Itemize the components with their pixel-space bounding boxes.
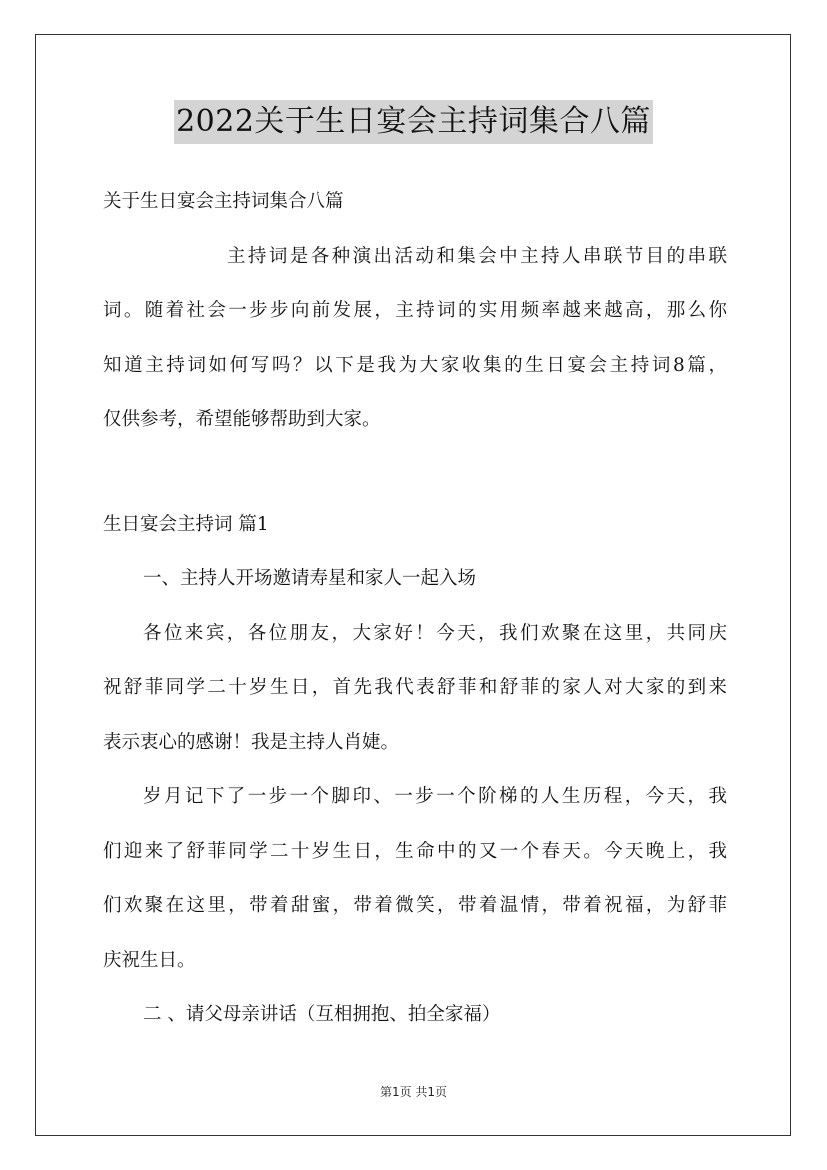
part-1-heading: 一、主持人开场邀请寿星和家人一起入场 [143,568,477,589]
title-container [0,100,827,144]
intro-line-2: 词。随着社会一步步向前发展，主持词的实用频率越来越高，那么你 [103,300,727,321]
paragraph-2-line-3: 们欢聚在这里，带着甜蜜，带着微笑，带着温情，带着祝福，为舒菲 [103,895,727,916]
intro-line-4: 仅供参考，希望能够帮助到大家。 [103,409,381,430]
intro-line-3: 知道主持词如何写吗？以下是我为大家收集的生日宴会主持词8篇， [103,354,727,376]
section-spacer [103,448,727,498]
paragraph-1-line-1: 各位来宾，各位朋友，大家好！今天，我们欢聚在这里，共同庆 [143,622,727,644]
paragraph-2-line-2: 们迎来了舒菲同学二十岁生日，生命中的又一个春天。今天晚上，我 [103,840,727,862]
document-body [103,175,727,1043]
part-2-heading: 二 、请父母亲讲话（互相拥抱、拍全家福） [143,1004,501,1025]
subtitle: 关于生日宴会主持词集合八篇 [103,191,344,212]
page-footer: 第1页 共1页 [379,1085,448,1099]
document-title: 2022关于生日宴会主持词集合八篇 [174,100,653,144]
intro-line-1: 主持词是各种演出活动和集会中主持人串联节目的串联 [227,245,727,267]
paragraph-1-line-2: 祝舒菲同学二十岁生日，首先我代表舒菲和舒菲的家人对大家的到来 [103,677,727,698]
paragraph-2-line-1: 岁月记下了一步一个脚印、一步一个阶梯的人生历程，今天，我 [143,786,727,807]
paragraph-2-line-4: 庆祝生日。 [103,949,196,971]
section-heading: 生日宴会主持词 篇1 [103,513,269,535]
paragraph-1-line-3: 表示衷心的感谢！我是主持人肖婕。 [103,731,400,753]
